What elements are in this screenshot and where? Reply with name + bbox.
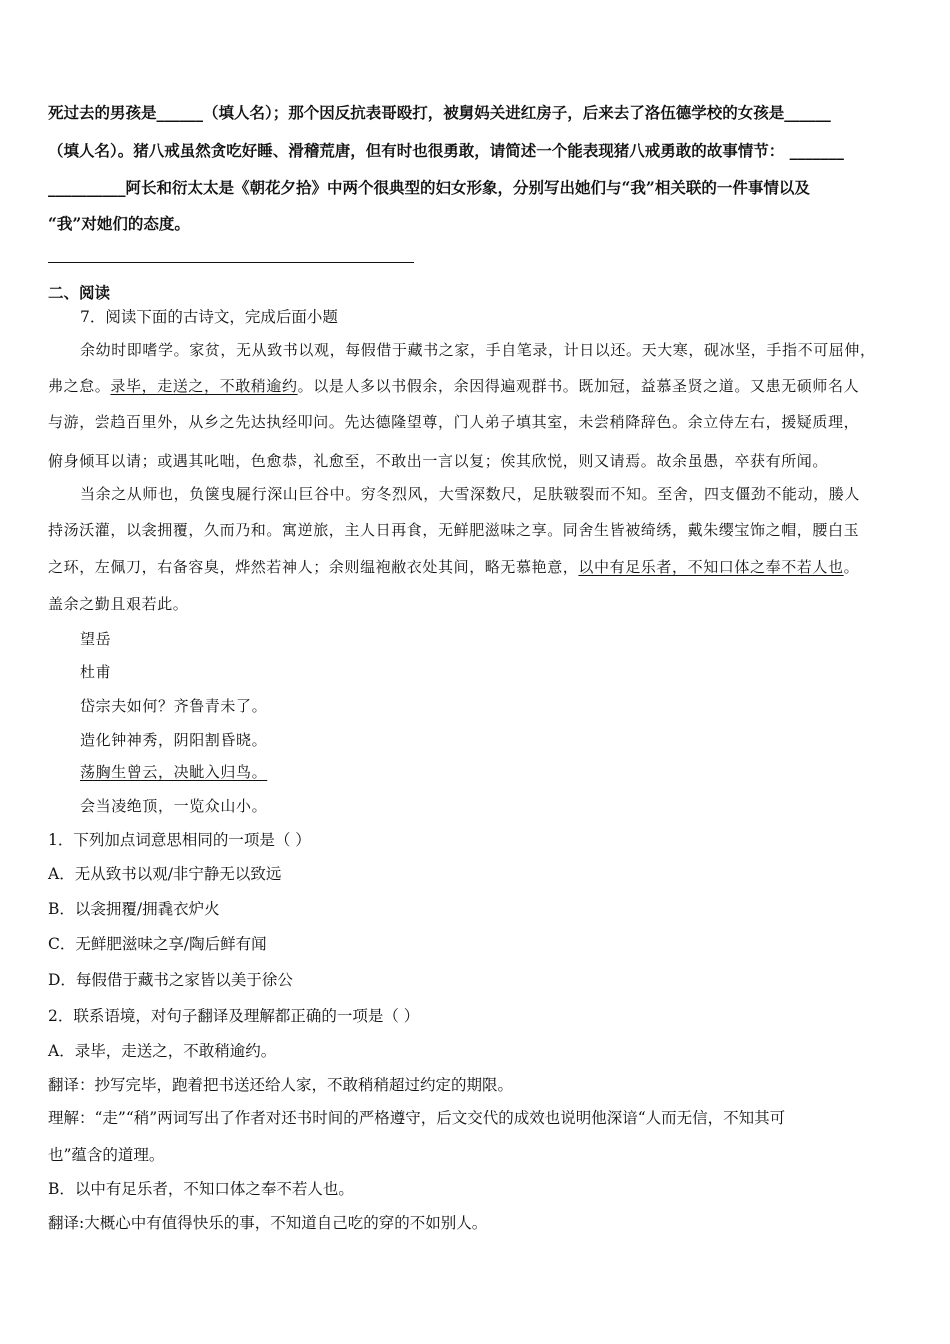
poem-line-4: 会当凌绝顶，一览众山小。 bbox=[80, 797, 268, 815]
q1-option-b: B．以衾拥覆/拥毳衣炉火 bbox=[48, 900, 220, 918]
underlined-sentence-2: 以中有足乐者，不知口体之奉不若人也 bbox=[578, 558, 844, 576]
q1-option-c: C．无鲜肥滋味之享/陶后鲜有闻 bbox=[48, 935, 267, 953]
q1-option-d: D．每假借于藏书之家皆以美于徐公 bbox=[48, 971, 293, 989]
question-7-intro: 7．阅读下面的古诗文，完成后面小题 bbox=[80, 308, 338, 326]
passage-p1-line-4: 俯身倾耳以请；或遇其叱咄，色愈恭，礼愈至，不敢出一言以复；俟其欣悦，则又请焉。故余虽愚，卒获有所闻。 bbox=[48, 452, 829, 470]
passage-text: 弗之怠。 bbox=[48, 377, 111, 395]
passage-p2-line-4: 盖余之勤且艰若此。 bbox=[48, 595, 189, 613]
passage-text: 。以是人多以书假余，余因得遍观群书。既加冠，益慕圣贤之道。又患无硕师名人 bbox=[297, 377, 860, 395]
poem-line-2: 造化钟神秀，阴阳割昏晓。 bbox=[80, 731, 268, 749]
passage-text: 。 bbox=[843, 558, 860, 576]
poem-line-3 bbox=[80, 762, 267, 782]
poem-author: 杜甫 bbox=[80, 663, 112, 681]
q2-option-b-sentence: B．以中有足乐者，不知口体之奉不若人也。 bbox=[48, 1180, 354, 1198]
poem-title: 望岳 bbox=[80, 630, 112, 648]
fill-question-line-4: “我”对她们的态度。 bbox=[48, 214, 190, 233]
q2-option-b-translation: 翻译:大概心中有值得快乐的事，不知道自己吃的穿的不如别人。 bbox=[48, 1214, 488, 1232]
fill-question-line-1: 死过去的男孩是______（填人名）；那个因反抗表哥殴打，被舅妈关进红房子，后来去了洛伍德学校的女孩是______ bbox=[48, 103, 831, 122]
section-title: 二、阅读 bbox=[48, 283, 111, 302]
passage-p2-line-1: 当余之从师也，负箧曳屣行深山巨谷中。穷冬烈风，大雪深数尺，足肤皲裂而不知。至舍，四支僵劲不能动，媵人 bbox=[80, 485, 861, 503]
q2-option-a-understanding-1: 理解：“走”“稍”两词写出了作者对还书时间的严格遵守，后文交代的成效也说明他深谙“人而无信，不知其可 bbox=[48, 1109, 786, 1127]
poem-line-1: 岱宗夫如何？齐鲁青未了。 bbox=[80, 697, 268, 715]
underlined-sentence-1: 录毕，走送之，不敢稍逾约 bbox=[110, 377, 298, 395]
fill-question-line-3: __________阿长和衍太太是《朝花夕拾》中两个很典型的妇女形象，分别写出她们与“我”相关联的一件事情以及 bbox=[48, 178, 810, 197]
passage-p2-line-2: 持汤沃灌，以衾拥覆，久而乃和。寓逆旅，主人日再食，无鲜肥滋味之享。同舍生皆被绮绣，戴朱缨宝饰之帽，腰白玉 bbox=[48, 521, 860, 539]
passage-p1-line-2 bbox=[48, 376, 859, 396]
passage-p1-line-1: 余幼时即嗜学。家贫，无从致书以观，每假借于藏书之家，手自笔录，计日以还。天大寒，砚冰坚，手指不可屈伸， bbox=[80, 341, 876, 359]
passage-p1-line-3: 与游，尝趋百里外，从乡之先达执经叩问。先达德隆望尊，门人弟子填其室，未尝稍降辞色。余立侍左右，援疑质理， bbox=[48, 413, 860, 431]
passage-p2-line-3 bbox=[48, 557, 859, 577]
underlined-poem-line: 荡胸生曾云，决眦入归鸟。 bbox=[80, 763, 268, 781]
q2-option-a-sentence: A．录毕，走送之，不敢稍逾约。 bbox=[48, 1042, 277, 1060]
q2-option-a-understanding-2: 也”蕴含的道理。 bbox=[48, 1146, 165, 1164]
q1-option-a: A．无从致书以观/非宁静无以致远 bbox=[48, 865, 282, 883]
q2-option-a-translation: 翻译：抄写完毕，跑着把书送还给人家，不敢稍稍超过约定的期限。 bbox=[48, 1076, 514, 1094]
q2-stem: 2．联系语境，对句子翻译及理解都正确的一项是（ ） bbox=[48, 1007, 420, 1025]
answer-blank-line bbox=[48, 262, 414, 263]
fill-question-line-2: （填人名）。猪八戒虽然贪吃好睡、滑稽荒唐，但有时也很勇敢，请简述一个能表现猪八戒勇敢的故事情节： _______ bbox=[48, 141, 844, 160]
q1-stem: 1．下列加点词意思相同的一项是（ ） bbox=[48, 831, 311, 849]
passage-text: 之环，左佩刀，右备容臭，烨然若神人；余则缊袍敝衣处其间，略无慕艳意， bbox=[48, 558, 579, 576]
